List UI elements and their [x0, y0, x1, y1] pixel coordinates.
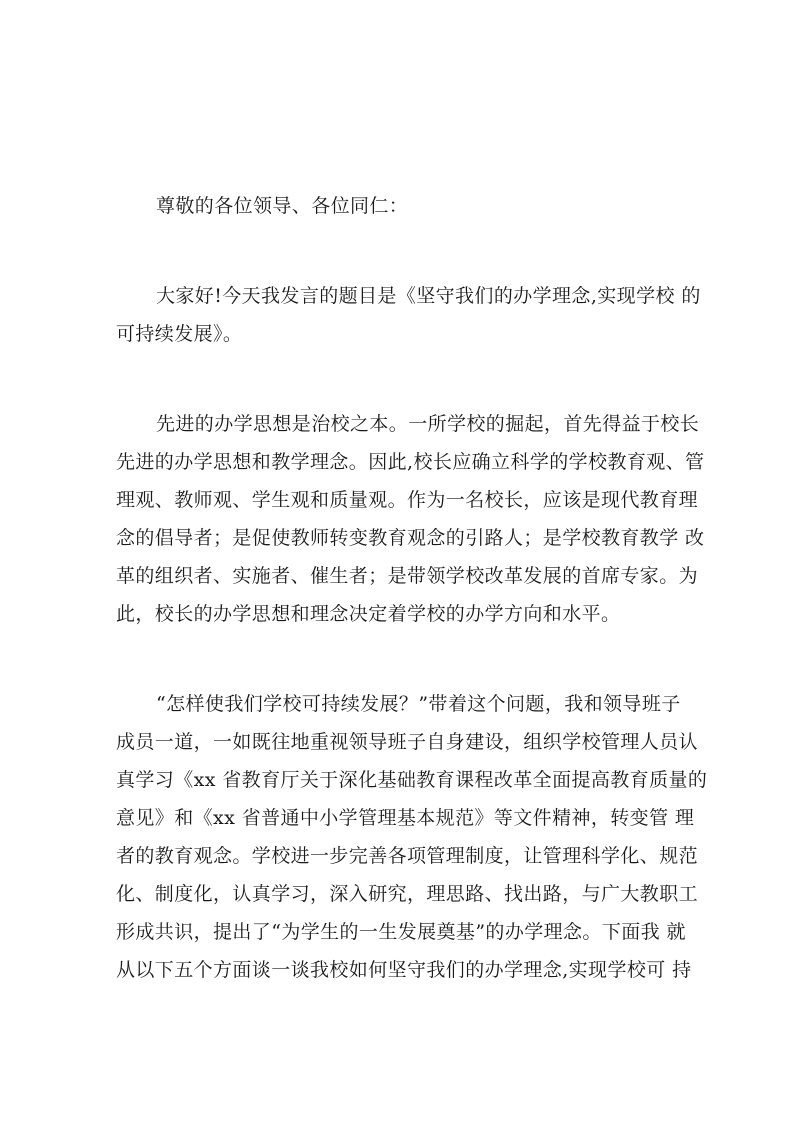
greeting-text: 尊敬的各位领导、各位同仁：	[156, 195, 409, 217]
paragraph-line: 此，校长的办学思想和理念决定着学校的办学方向和水平。	[116, 603, 621, 625]
paragraph-line: 大家好!今天我发言的题目是《坚守我们的办学理念,实现学校 的	[156, 285, 701, 307]
paragraph-line: 形成共识，提出了“为学生的一生发展奠基”的办学理念。下面我 就	[116, 921, 686, 943]
paragraph-line: 革的组织者、实施者、催生者；是带领学校改革发展的首席专家。为	[116, 565, 699, 587]
paragraph-sustainable-development	[116, 685, 708, 989]
paragraph-line: 成员一道，一如既往地重视领导班子自身建设，组织学校管理人员认	[116, 731, 699, 753]
paragraph-line: 者的教育观念。学校进一步完善各项管理制度，让管理科学化、规范	[116, 845, 699, 867]
paragraph-line: “怎样使我们学校可持续发展？”带着这个问题，我和领导班子	[156, 693, 681, 715]
paragraph-line: 理观、教师观、学生观和质量观。作为一名校长，应该是现代教育理	[116, 489, 699, 511]
paragraph-line: 先进的办学思想是治校之本。一所学校的掘起，首先得益于校长	[156, 413, 700, 435]
paragraph-line: 可持续发展》。	[116, 323, 243, 345]
greeting-line	[116, 187, 680, 225]
paragraph-line: 真学习《xx 省教育厅关于深化基础教育课程改革全面提高教育质量的	[116, 769, 708, 791]
document-body	[116, 187, 708, 989]
paragraph-line: 化、制度化，认真学习，深入研究，理思路、找出路，与广大教职工	[116, 883, 699, 905]
paragraph-line: 先进的办学思想和教学理念。因此,校长应确立科学的学校教育观、管	[116, 451, 705, 473]
paragraph-line: 念的倡导者；是促使教师转变教育观念的引路人；是学校教育教学 改	[116, 527, 705, 549]
paragraph-intro	[116, 277, 701, 353]
paragraph-line: 从以下五个方面谈一谈我校如何坚守我们的办学理念,实现学校可 持	[116, 959, 692, 981]
paragraph-line: 意见》和《xx 省普通中小学管理基本规范》等文件精神，转变管 理	[116, 807, 695, 829]
paragraph-philosophy	[116, 405, 705, 633]
